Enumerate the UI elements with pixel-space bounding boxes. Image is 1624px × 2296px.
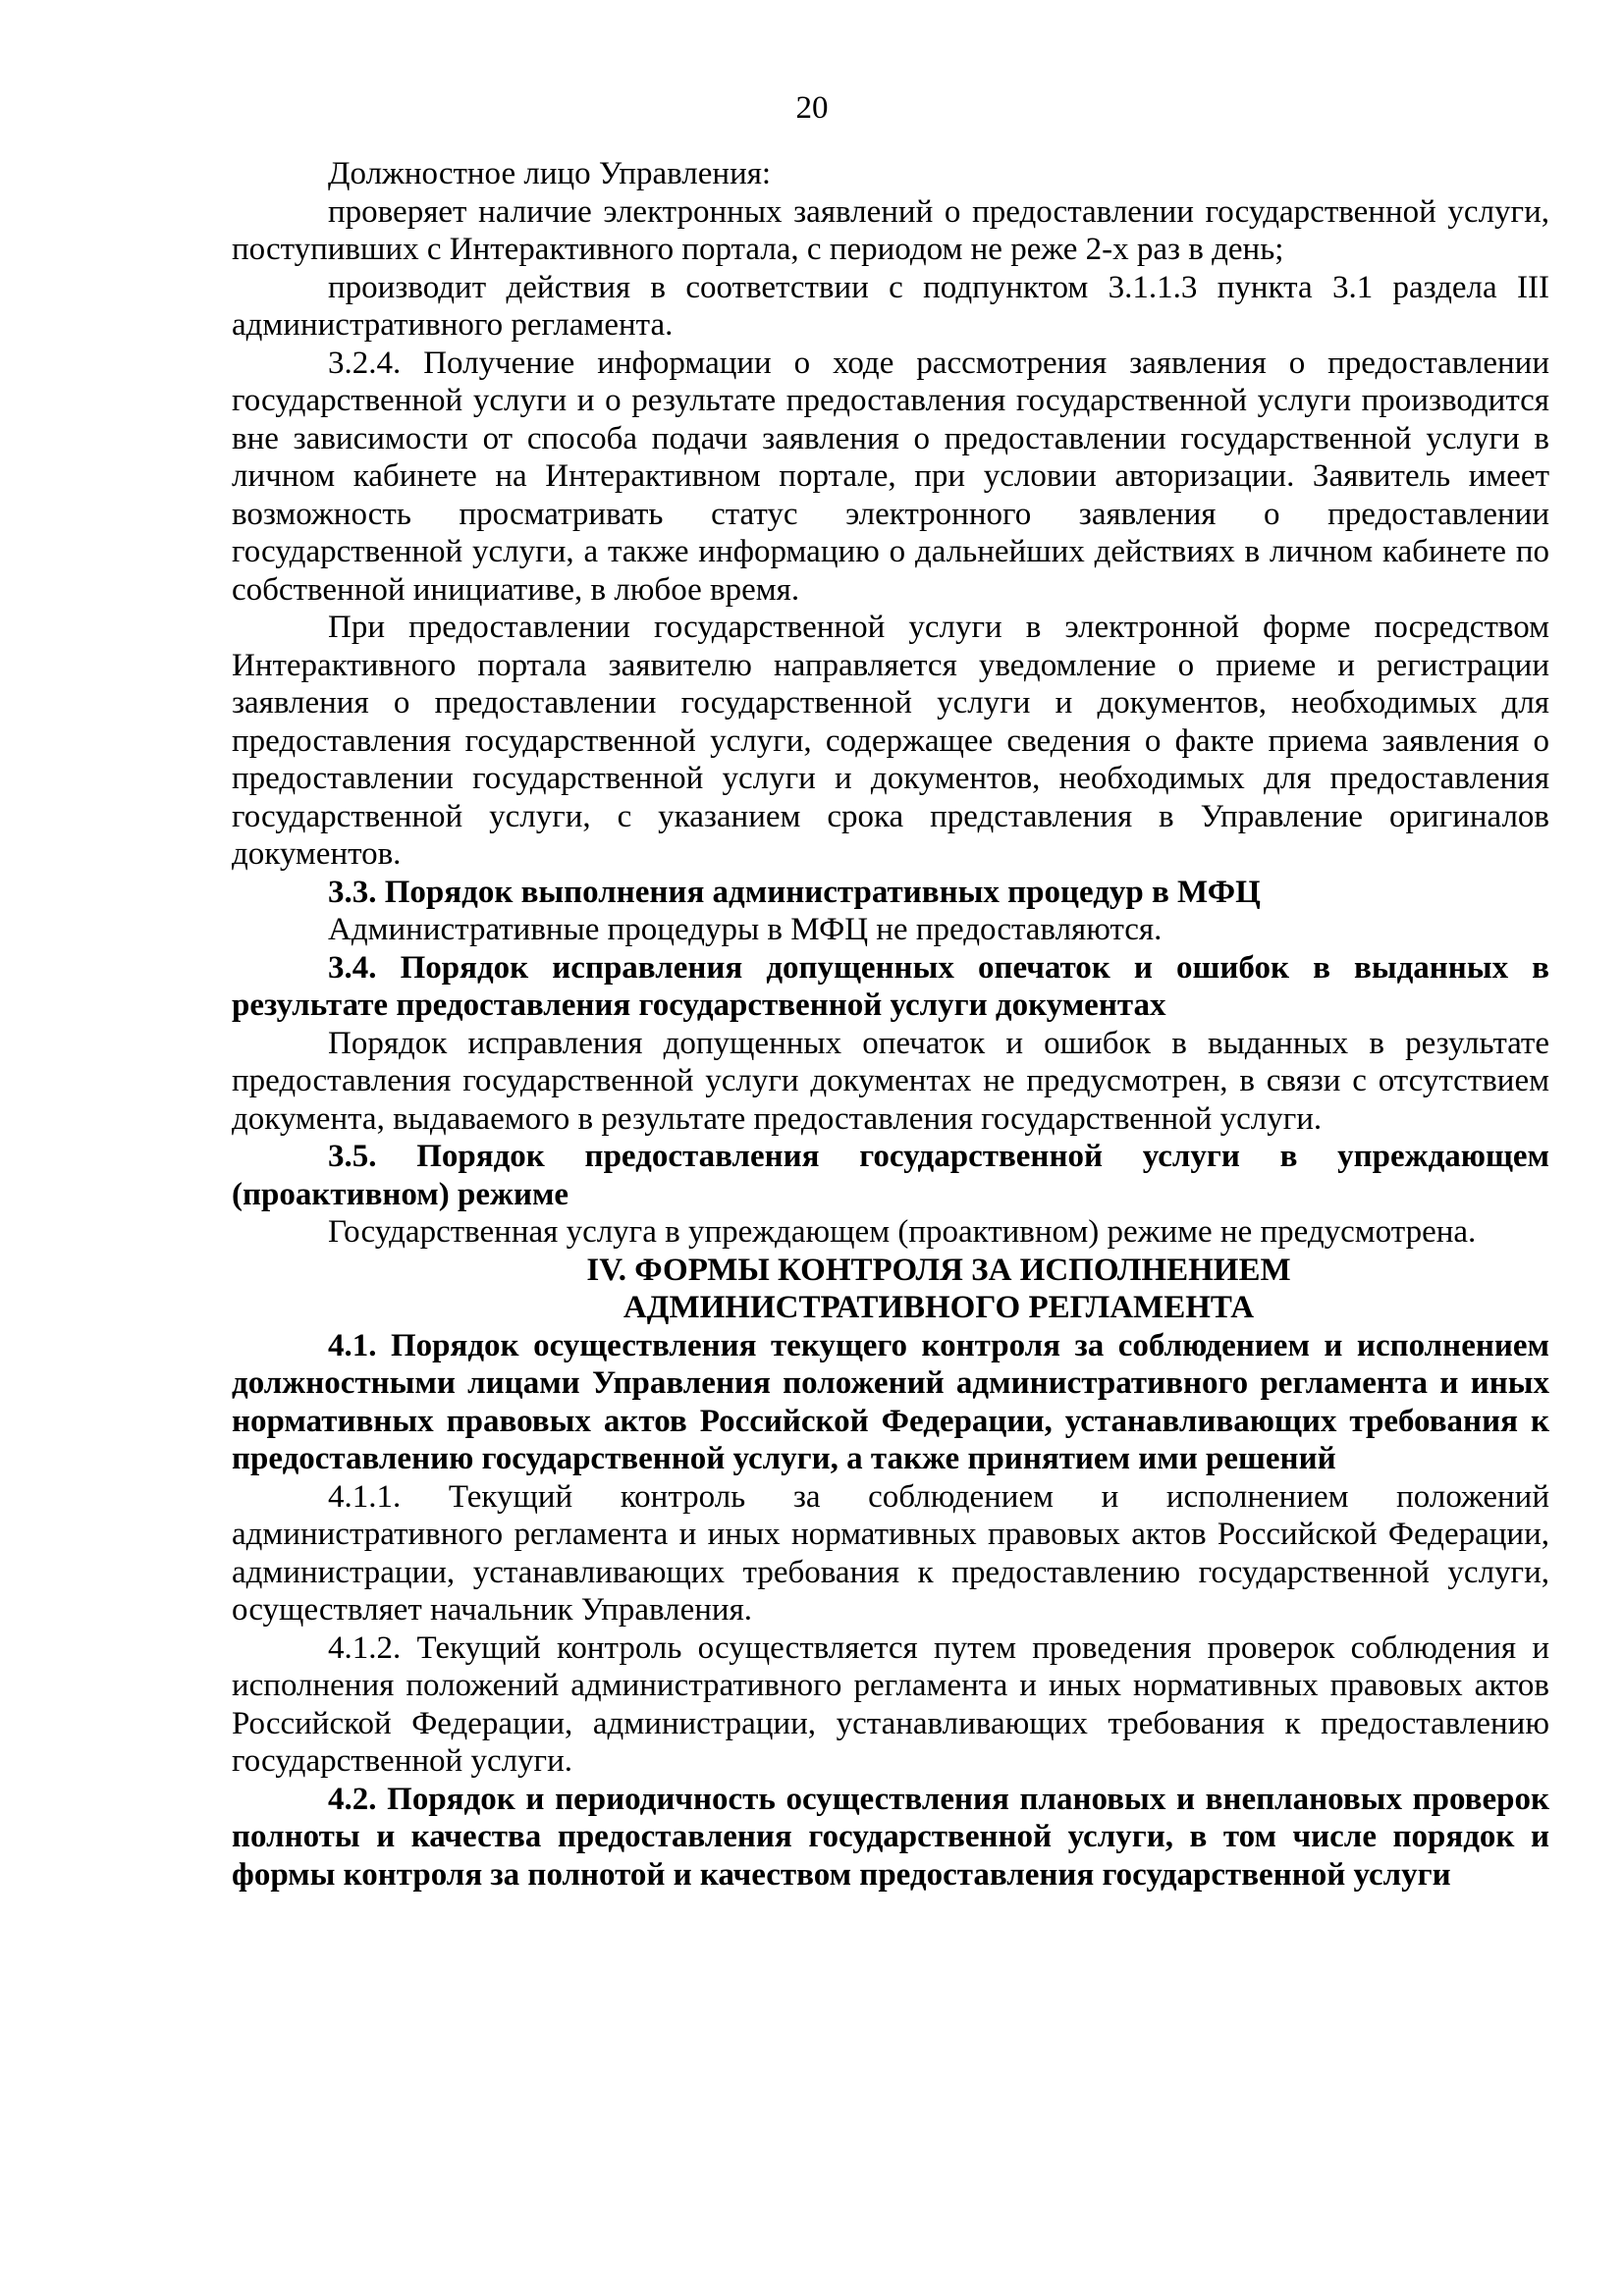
paragraph-mfc-not-provided: Административные процедуры в МФЦ не предоставляются.	[328, 912, 1163, 947]
paragraph-proactive-not-provided: Государственная услуга в упреждающем (проактивном) режиме не предусмотрена.	[328, 1214, 1477, 1250]
heading-3-3: 3.3. Порядок выполнения административных процедур в МФЦ	[328, 874, 1261, 910]
paragraph-typo-correction: Порядок исправления допущенных опечаток и ошибок в выданных в результате предоставления государственной услуги документах не предусмотрен, в связи с отсутствием документа, выдаваемого в результате предоставления государственной услуги.	[232, 1025, 1549, 1137]
paragraph-electronic-form-notification: При предоставлении государственной услуги в электронной форме посредством Интерактивного портала заявителю направляется уведомление о приеме и регистрации заявления о предоставлении государственной услуги и документов, необходимых для предоставления государственной услуги, содержащее сведения о факте приема заявления о предоставлении государственной услуги и документов, необходимых для предоставления государственной услуги, с указанием срока представления в Управление оригиналов документов.	[232, 610, 1549, 872]
heading-4-2: 4.2. Порядок и периодичность осуществления плановых и внеплановых проверок полноты и качества предоставления государственной услуги, в том числе порядок и формы контроля за полнотой и качеством предоставления государственной услуги	[232, 1781, 1549, 1893]
paragraph-3-2-4: 3.2.4. Получение информации о ходе рассмотрения заявления о предоставлении государственной услуги и о результате предоставления государственной услуги производится вне зависимости от способа подачи заявления о предоставлении государственной услуги в личном кабинете на Интерактивном портале, при условии авторизации. Заявитель имеет возможность просматривать статус электронного заявления о предоставлении государственной услуги, а также информацию о дальнейших действиях в личном кабинете по собственной инициативе, в любое время.	[232, 345, 1549, 608]
heading-3-4: 3.4. Порядок исправления допущенных опечаток и ошибок в выданных в результате предоставления государственной услуги документах	[232, 949, 1549, 1023]
paragraph-4-1-2: 4.1.2. Текущий контроль осуществляется путем проведения проверок соблюдения и исполнения положений административного регламента и иных нормативных правовых актов Российской Федерации, администрации, устанавливающих требования к предоставлению государственной услуги.	[232, 1629, 1549, 1779]
section-4-title	[232, 1252, 1549, 1327]
heading-4-1: 4.1. Порядок осуществления текущего контроля за соблюдением и исполнением должностными лицами Управления положений административного регламента и иных нормативных правовых актов Российской Федерации, устанавливающих требования к предоставлению государственной услуги, а также принятием ими решений	[232, 1327, 1549, 1476]
section-4-title-line-1: IV. ФОРМЫ КОНТРОЛЯ ЗА ИСПОЛНЕНИЕМ	[586, 1252, 1291, 1288]
heading-3-5: 3.5. Порядок предоставления государственной услуги в упреждающем (проактивном) режиме	[232, 1139, 1549, 1212]
section-4-title-line-2: АДМИНИСТРАТИВНОГО РЕГЛАМЕНТА	[623, 1290, 1255, 1325]
paragraph-official-person: Должностное лицо Управления:	[328, 156, 772, 191]
paragraph-performs-actions: производит действия в соответствии с подпунктом 3.1.1.3 пункта 3.1 раздела III административного регламента.	[232, 269, 1549, 343]
document-body	[232, 155, 1549, 1894]
paragraph-checks-applications: проверяет наличие электронных заявлений о предоставлении государственной услуги, поступивших с Интерактивного портала, с периодом не реже 2-х раз в день;	[232, 193, 1549, 267]
paragraph-4-1-1: 4.1.1. Текущий контроль за соблюдением и исполнением положений административного регламента и иных нормативных правовых актов Российской Федерации, администрации, устанавливающих требования к предоставлению государственной услуги, осуществляет начальник Управления.	[232, 1478, 1549, 1628]
page-number: 20	[795, 90, 829, 126]
